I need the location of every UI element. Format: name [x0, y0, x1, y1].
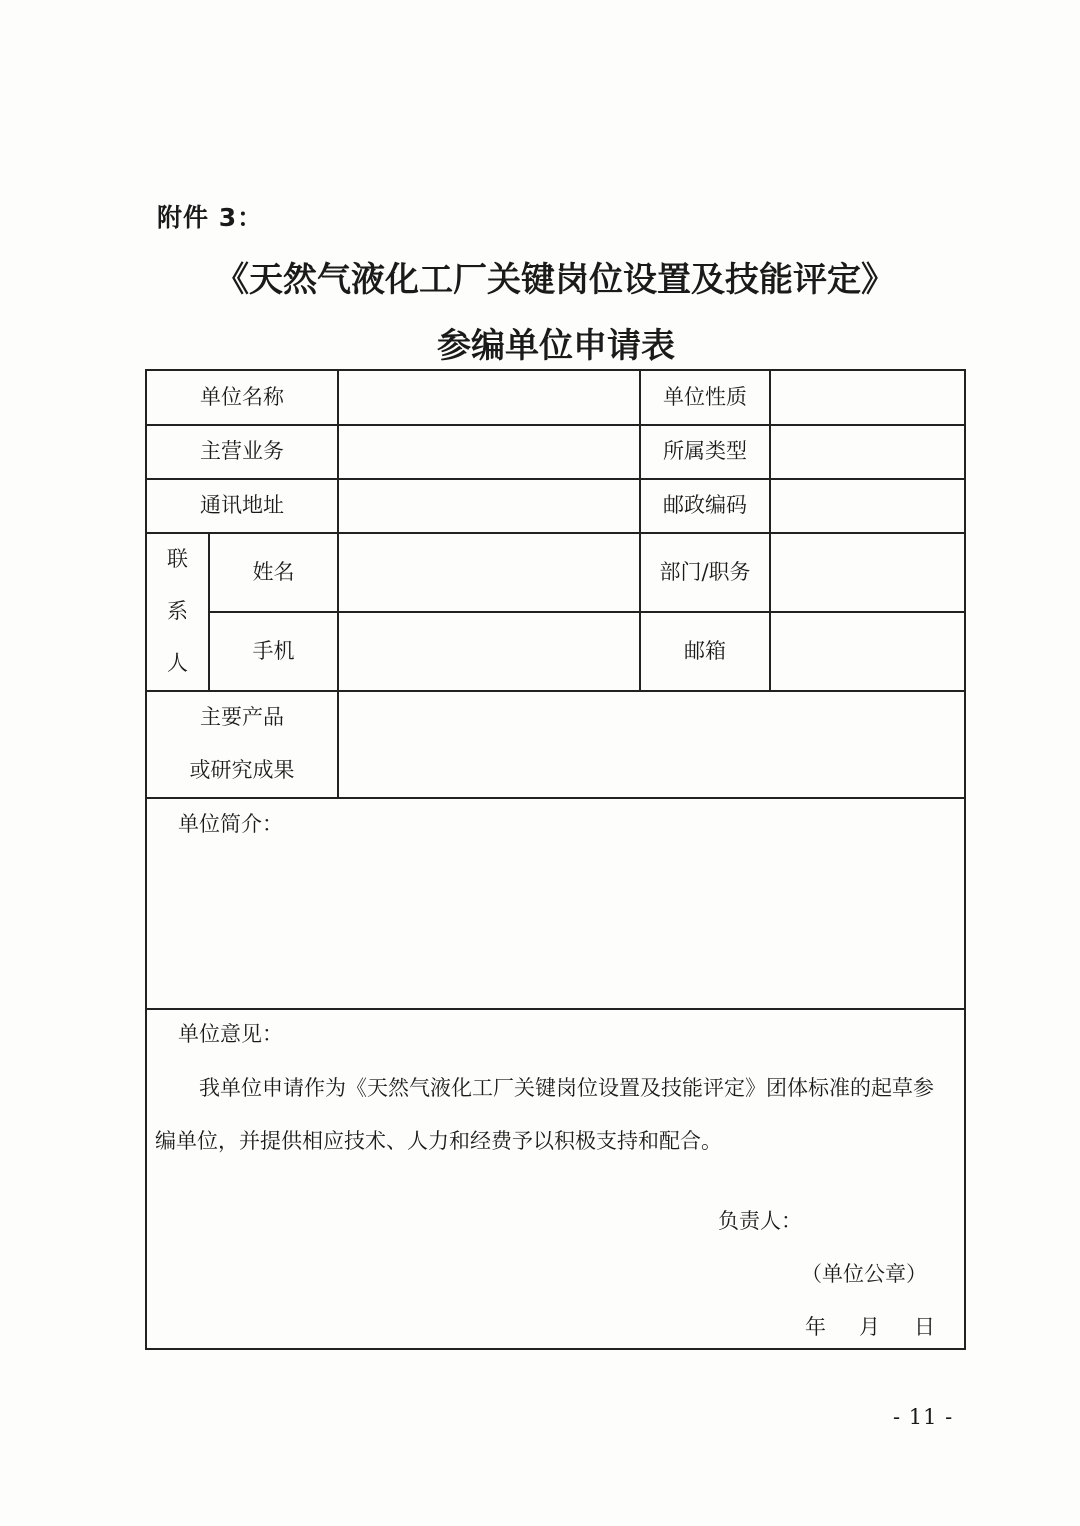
- column-divider: [769, 371, 771, 692]
- row-divider: [147, 690, 964, 692]
- day-label: 日: [914, 1315, 935, 1339]
- email-field[interactable]: [783, 641, 953, 665]
- document-title: 《天然气液化工厂关键岗位设置及技能评定》: [215, 260, 895, 300]
- contact-name-label: 姓名: [252, 560, 295, 584]
- unit-name-field[interactable]: [353, 387, 633, 411]
- row-divider: [147, 424, 964, 426]
- postcode-label: 邮政编码: [663, 493, 747, 517]
- application-form-table: [145, 369, 966, 1350]
- opinion-label: 单位意见：: [178, 1022, 283, 1046]
- intro-label: 单位简介：: [178, 812, 283, 836]
- row-divider: [147, 532, 964, 534]
- address-label: 通讯地址: [200, 493, 284, 517]
- intro-field[interactable]: [178, 851, 938, 991]
- category-field[interactable]: [783, 441, 953, 465]
- seal-label: （单位公章）: [801, 1262, 927, 1286]
- row-divider: [147, 478, 964, 480]
- column-divider: [337, 371, 339, 799]
- page-number: - 11 -: [893, 1405, 954, 1429]
- department-field[interactable]: [783, 562, 953, 586]
- department-label: 部门/职务: [659, 560, 751, 584]
- contact-label-char: 系: [167, 599, 188, 623]
- main-business-label: 主营业务: [200, 439, 284, 463]
- month-label: 月: [859, 1315, 880, 1339]
- products-field[interactable]: [353, 711, 953, 781]
- contact-label-char: 联: [167, 547, 188, 571]
- email-label: 邮箱: [684, 639, 726, 663]
- unit-nature-label: 单位性质: [663, 385, 747, 409]
- unit-nature-field[interactable]: [783, 387, 953, 411]
- year-label: 年: [805, 1315, 826, 1339]
- phone-label: 手机: [252, 639, 295, 663]
- products-label: 或研究成果: [189, 758, 295, 782]
- attachment-label: 附件 3：: [157, 203, 264, 232]
- contact-name-field[interactable]: [353, 562, 633, 586]
- row-divider: [147, 1008, 964, 1010]
- document-subtitle: 参编单位申请表: [437, 326, 675, 366]
- unit-name-label: 单位名称: [200, 385, 284, 409]
- responsible-person-label: 负责人：: [718, 1209, 802, 1233]
- row-divider: [147, 797, 964, 799]
- address-field[interactable]: [353, 495, 633, 519]
- main-business-field[interactable]: [353, 441, 633, 465]
- phone-field[interactable]: [353, 641, 633, 665]
- category-label: 所属类型: [663, 439, 747, 463]
- products-label: 主要产品: [200, 705, 284, 729]
- postcode-field[interactable]: [783, 495, 953, 519]
- opinion-statement: 我单位申请作为《天然气液化工厂关键岗位设置及技能评定》团体标准的起草参: [199, 1076, 934, 1100]
- contact-label-char: 人: [167, 651, 188, 675]
- column-divider: [208, 532, 210, 692]
- opinion-statement: 编单位，并提供相应技术、人力和经费予以积极支持和配合。: [155, 1129, 722, 1153]
- row-divider: [209, 611, 964, 613]
